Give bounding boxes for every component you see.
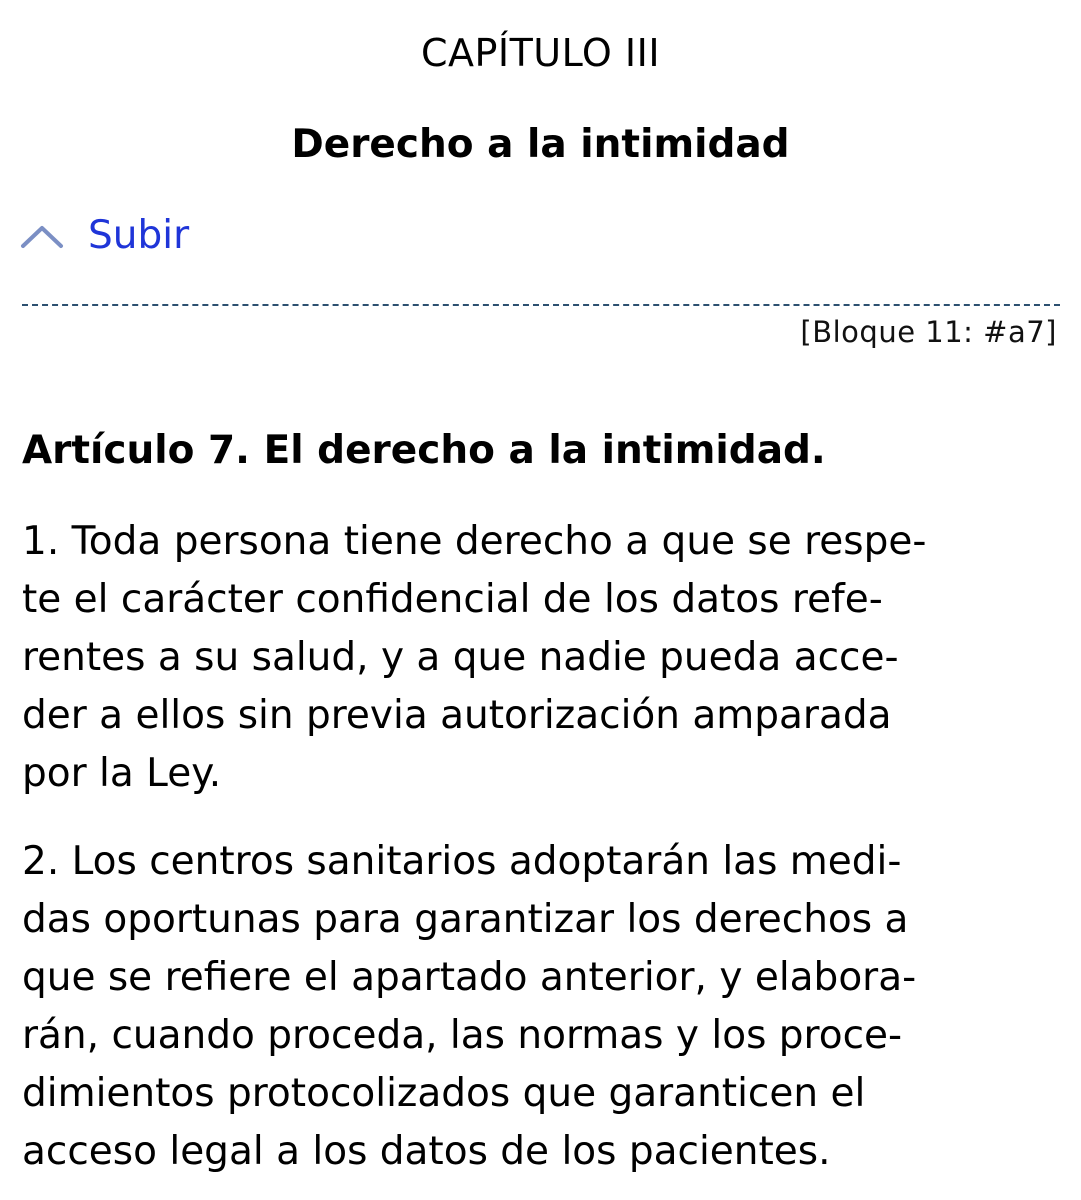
paragraph-line: acceso legal a los datos de los pacientes. xyxy=(22,1129,831,1174)
paragraph-line: dimientos protocolizados que garanticen el xyxy=(22,1071,866,1116)
chapter-number: CAPÍTULO III xyxy=(420,31,661,75)
article-title: Artículo 7. El derecho a la intimidad. xyxy=(22,428,826,473)
paragraph-line: 1. Toda persona tiene derecho a que se respe- xyxy=(22,519,927,564)
block-reference: [Bloque 11: #a7] xyxy=(800,315,1057,349)
paragraph-line: que se refiere el apartado anterior, y elabora- xyxy=(22,955,917,1000)
paragraph-line: rán, cuando proceda, las normas y los proce- xyxy=(22,1013,903,1058)
paragraph-line: rentes a su salud, y a que nadie pueda acce- xyxy=(22,635,899,680)
chevron-up-icon xyxy=(20,222,68,250)
paragraph-line: der a ellos sin previa autorización amparada xyxy=(22,693,892,738)
article-paragraph-1 xyxy=(22,513,1062,803)
back-to-top-label: Subir xyxy=(88,213,190,258)
article-paragraph-2 xyxy=(22,833,1062,1181)
paragraph-line: das oportunas para garantizar los derechos a xyxy=(22,897,909,942)
back-to-top-link[interactable] xyxy=(20,206,189,266)
section-divider xyxy=(22,304,1060,306)
paragraph-line: 2. Los centros sanitarios adoptarán las medi- xyxy=(22,839,902,884)
chapter-title: Derecho a la intimidad xyxy=(291,122,790,167)
paragraph-line: por la Ley. xyxy=(22,751,222,796)
paragraph-line: te el carácter confidencial de los datos refe- xyxy=(22,577,883,622)
